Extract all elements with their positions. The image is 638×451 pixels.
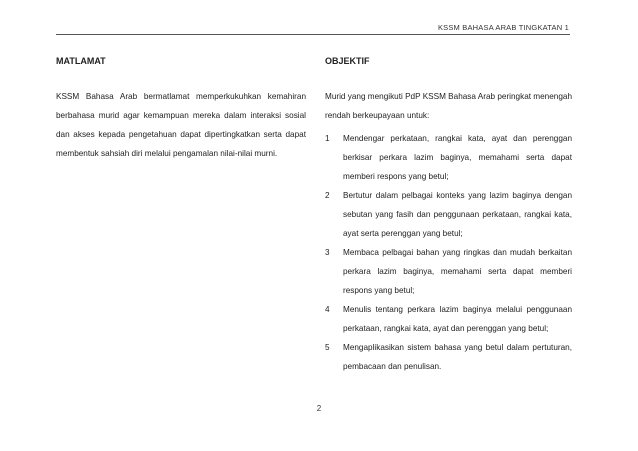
objective-item (325, 129, 572, 186)
objective-item (325, 186, 572, 243)
objektif-heading: OBJEKTIF (325, 56, 370, 66)
page-number: 2 (316, 404, 322, 413)
objective-number: 3 (325, 248, 330, 257)
matlamat-heading: MATLAMAT (56, 56, 106, 66)
objective-text: Membaca pelbagai bahan yang ringkas dan mudah berkaitan perkara lazim baginya, memahami serta dapat memberi respons yang betul; (343, 248, 572, 295)
objective-item (325, 300, 572, 338)
objektif-section (325, 56, 572, 376)
document-header: KSSM BAHASA ARAB TINGKATAN 1 (437, 23, 569, 32)
objective-text: Mengaplikasikan sistem bahasa yang betul dalam pertuturan, pembacaan dan penulisan. (343, 343, 572, 371)
objective-number: 1 (325, 134, 330, 143)
objective-text: Mendengar perkataan, rangkai kata, ayat dan perenggan berkisar perkara lazim baginya, memahami serta dapat memberi respons yang betul; (343, 134, 572, 181)
objective-number: 5 (325, 343, 330, 352)
objective-text: Bertutur dalam pelbagai konteks yang lazim baginya dengan sebutan yang fasih dan penggunaan perkataan, rangkai kata, ayat serta perenggan yang betul; (343, 191, 572, 238)
matlamat-section (56, 56, 306, 163)
objektif-intro: Murid yang mengikuti PdP KSSM Bahasa Arab peringkat menengah rendah berkeupayaan untuk: (325, 92, 572, 120)
objective-list (325, 129, 572, 376)
objective-item (325, 338, 572, 376)
objective-number: 4 (325, 305, 330, 314)
header-divider (56, 34, 570, 35)
objective-number: 2 (325, 191, 330, 200)
matlamat-paragraph: KSSM Bahasa Arab bermatlamat memperkukuhkan kemahiran berbahasa murid agar kemampuan mereka dalam interaksi sosial dan akses kepada pengetahuan dapat dipertingkatkan serta dapat membentuk sahsiah diri melalui pengamalan nilai-nilai murni. (56, 92, 306, 158)
objective-item (325, 243, 572, 300)
objective-text: Menulis tentang perkara lazim baginya melalui penggunaan perkataan, rangkai kata, ayat dan perenggan yang betul; (343, 305, 572, 333)
